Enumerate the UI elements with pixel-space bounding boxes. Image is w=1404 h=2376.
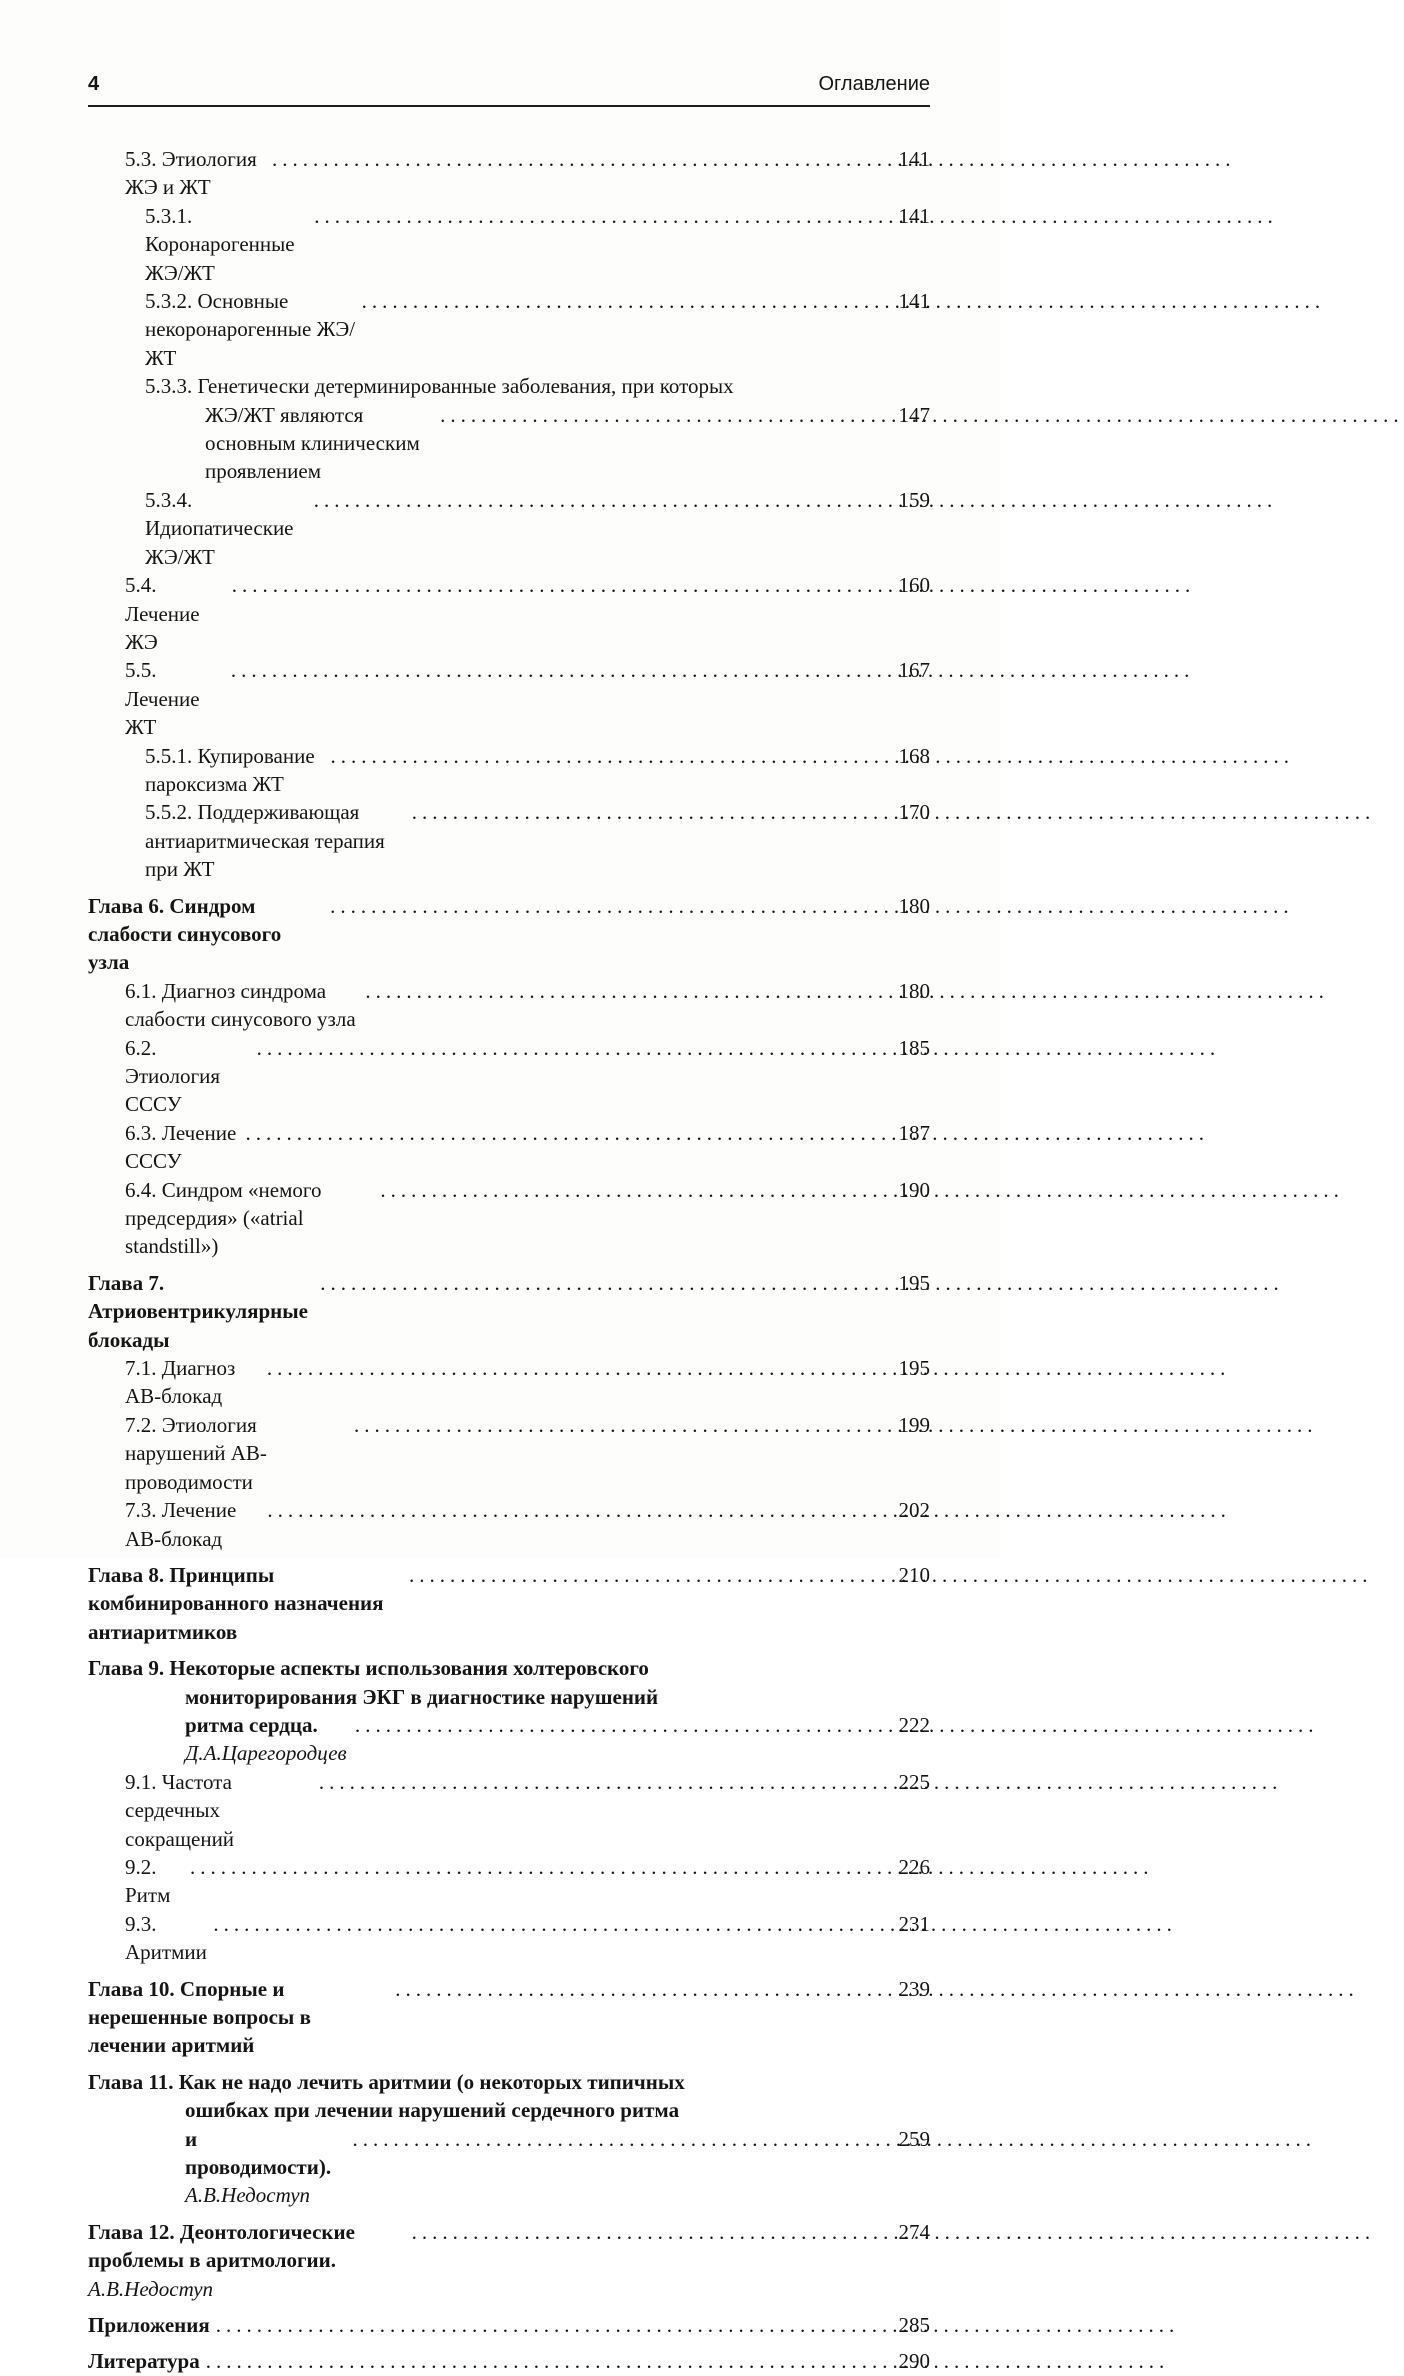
toc-row	[88, 401, 930, 486]
toc-row	[88, 1654, 930, 1682]
dot-leader	[308, 486, 886, 514]
toc-entry-text: 6.2. Этиология СССУ	[125, 1035, 226, 1117]
page-number: 167	[898, 658, 930, 683]
page-header	[88, 72, 930, 107]
toc-row	[88, 2125, 930, 2210]
page-number: 185	[898, 1035, 930, 1060]
dot-leader	[226, 571, 886, 599]
toc-entry-text: ЖЭ/ЖТ являются основным клиническим проявлением	[205, 402, 425, 484]
toc-entry-text: Глава 9. Некоторые аспекты использования холтеровского	[88, 1656, 649, 1681]
toc-row	[88, 571, 930, 656]
page-number: 141	[898, 147, 930, 171]
page-number: 231	[898, 1911, 930, 1936]
toc-entry-text: 5.5.2. Поддерживающая антиаритмическая терапия при ЖТ	[145, 800, 391, 882]
toc-row	[88, 892, 930, 977]
page-number: 222	[898, 1712, 930, 1737]
toc-row	[88, 798, 930, 883]
dot-leader	[251, 1034, 886, 1062]
toc-row	[88, 145, 930, 202]
dot-leader	[324, 892, 886, 920]
toc-entry-text: 5.3. Этиология ЖЭ и ЖТ	[125, 147, 262, 200]
page-number: 160	[898, 573, 930, 598]
dot-leader	[266, 145, 886, 173]
toc-row	[88, 1496, 930, 1553]
toc-row	[88, 1910, 930, 1967]
dot-leader	[434, 401, 886, 429]
page-number: 170	[898, 800, 930, 825]
page-number: 159	[898, 487, 930, 512]
page-number: 259	[898, 2126, 930, 2151]
toc-row	[88, 2218, 930, 2303]
page-number: 141	[898, 289, 930, 314]
toc-row	[88, 1354, 930, 1411]
dot-leader	[346, 2125, 886, 2153]
page-number: 141	[898, 203, 930, 228]
dot-leader	[325, 742, 886, 770]
toc-entry-text: мониторирования ЭКГ в диагностике нарушений	[185, 1684, 659, 1709]
page-number: 202	[898, 1498, 930, 1523]
toc-row	[88, 372, 930, 400]
toc-entry-text: Глава 8. Принципы комбинированного назначения антиаритмиков	[88, 1562, 389, 1644]
toc-entry-text: ритма сердца. Д.А.Царегородцев	[185, 1712, 347, 1766]
toc-entry-text: 5.3.3. Генетически детерминированные заболевания, при которых	[145, 374, 734, 399]
page-number: 274	[898, 2219, 930, 2244]
dot-leader	[406, 2218, 886, 2246]
toc-entry-text: 7.2. Этиология нарушений АВ-проводимости	[125, 1412, 267, 1494]
page-number: 210	[898, 1562, 930, 1587]
dot-leader	[207, 1910, 886, 1938]
page-number: 168	[898, 743, 930, 768]
toc-entry-text: 6.3. Лечение СССУ	[125, 1120, 242, 1174]
page-number: 147	[898, 402, 930, 427]
dot-leader	[406, 798, 886, 826]
dot-leader	[261, 1496, 886, 1524]
dot-leader	[356, 287, 886, 315]
page-number: 285	[898, 2313, 930, 2338]
dot-leader	[374, 1176, 886, 1204]
toc-row	[88, 202, 930, 287]
toc-entry-text: Глава 7. Атриовентрикулярные блокады	[88, 1270, 314, 1352]
toc-row	[88, 1119, 930, 1176]
dot-leader	[239, 1119, 886, 1147]
toc-row	[88, 1683, 930, 1711]
toc-row	[88, 2096, 930, 2124]
toc-row	[88, 1561, 930, 1646]
dot-leader	[403, 1561, 886, 1589]
toc-entry-text: 5.4. Лечение ЖЭ	[125, 573, 205, 654]
page-number: 239	[898, 1976, 930, 2001]
toc-entry-text: 5.3.1. Коронарогенные ЖЭ/ЖТ	[145, 203, 300, 285]
page-number: 187	[898, 1120, 930, 1145]
toc-row	[88, 1034, 930, 1119]
page-number: 199	[898, 1412, 930, 1437]
toc-entry-text: ошибках при лечении нарушений сердечного ритма	[185, 2098, 680, 2123]
dot-leader	[261, 1354, 886, 1382]
toc-entry-text: 5.5.1. Купирование пароксизма ЖТ	[145, 743, 320, 796]
toc-row	[88, 1975, 930, 2060]
toc-entry-text: 9.2. Ритм	[125, 1854, 171, 1908]
running-title: Оглавление	[818, 73, 930, 95]
dot-leader	[184, 1853, 886, 1881]
toc-entry-text: 7.3. Лечение АВ-блокад	[125, 1498, 242, 1551]
toc-entry-text: 5.5. Лечение ЖТ	[125, 658, 205, 740]
toc-row	[88, 2068, 930, 2096]
toc-entry-text: 5.3.4. Идиопатические ЖЭ/ЖТ	[145, 487, 299, 569]
toc-entry-text: 6.4. Синдром «немого предсердия» («atrial standstill»)	[125, 1177, 327, 1259]
toc-entry-text: Глава 12. Деонтологические проблемы в аритмологии. А.В.Недоступ	[88, 2219, 361, 2301]
toc-list	[88, 145, 930, 2376]
toc-entry-text: 6.1. Диагноз синдрома слабости синусового узла	[125, 978, 356, 1032]
page-number: 226	[898, 1854, 930, 1879]
toc-entry-text: 7.1. Диагноз АВ-блокад	[125, 1356, 241, 1409]
dot-leader	[389, 1975, 886, 2003]
toc-row	[88, 1853, 930, 1910]
toc-row	[88, 2347, 930, 2375]
page-number-header: 4	[88, 73, 100, 95]
dot-leader	[349, 1711, 886, 1739]
toc-entry-text: Литература	[88, 2349, 200, 2374]
dot-leader	[359, 977, 886, 1005]
dot-leader	[225, 656, 886, 684]
toc-row	[88, 1269, 930, 1354]
page-number: 290	[898, 2349, 930, 2374]
page-number: 180	[898, 978, 930, 1003]
toc-row	[88, 1411, 930, 1496]
toc-entry-text: 9.3. Аритмии	[125, 1911, 207, 1965]
toc-row	[88, 1768, 930, 1853]
toc-row	[88, 1176, 930, 1261]
toc-entry-text: 9.1. Частота сердечных сокращений	[125, 1769, 238, 1851]
toc-entry-text: Глава 11. Как не надо лечить аритмии (о некоторых типичных	[88, 2069, 685, 2094]
page-number: 180	[898, 893, 930, 918]
toc-row	[88, 977, 930, 1034]
toc-entry-text: Глава 6. Синдром слабости синусового узла	[88, 893, 287, 975]
toc-row	[88, 1711, 930, 1768]
toc-row	[88, 486, 930, 571]
page-number: 195	[898, 1270, 930, 1295]
toc-entry-text: Приложения	[88, 2313, 210, 2338]
page-number: 225	[898, 1769, 930, 1794]
dot-leader	[314, 1269, 886, 1297]
dot-leader	[210, 2311, 886, 2339]
dot-leader	[308, 202, 886, 230]
toc-row	[88, 656, 930, 741]
toc-entry-text: и проводимости). А.В.Недоступ	[185, 2126, 337, 2208]
toc-entry-text: 5.3.2. Основные некоронарогенные ЖЭ/ЖТ	[145, 289, 356, 370]
page-number: 195	[898, 1356, 930, 1381]
toc-row	[88, 2311, 930, 2339]
page-number: 190	[898, 1177, 930, 1202]
toc-row	[88, 287, 930, 372]
dot-leader	[200, 2347, 886, 2375]
toc-entry-text: Глава 10. Спорные и нерешенные вопросы в лечении аритмий	[88, 1976, 317, 2058]
dot-leader	[348, 1411, 886, 1439]
dot-leader	[313, 1768, 886, 1796]
toc-row	[88, 742, 930, 799]
